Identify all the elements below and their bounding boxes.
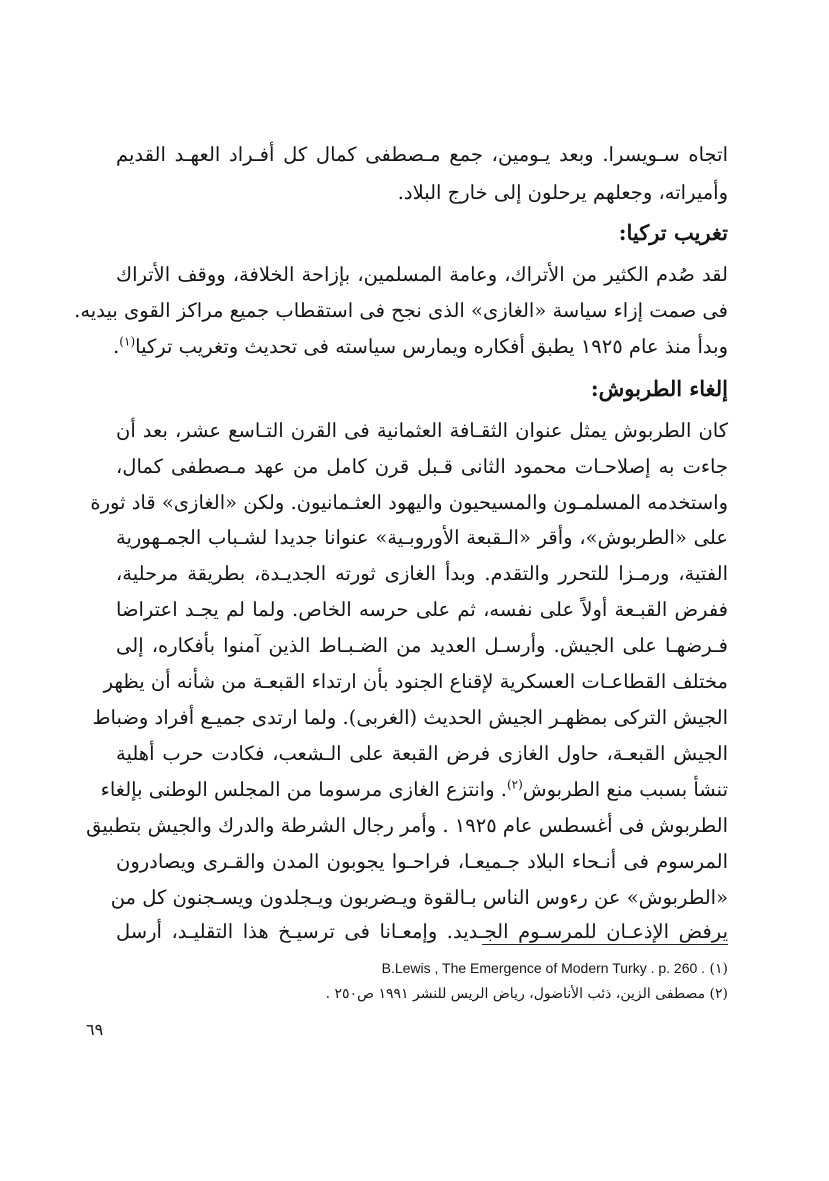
text-line: الفتية، ورمـزا للتحرر والتقدم. وبدأ الغازى ثورته الجديـدة، بطريقة مرحلية، (116, 562, 728, 585)
text-line: كان الطربوش يمثل عنوان الثقـافة العثمانية فى القرن التـاسع عشر، بعد أن (116, 419, 728, 442)
text-line: جاءت به إصلاحـات محمود الثانى قـبل قرن كامل من عهد مـصطفى كمال، (116, 455, 728, 478)
footnote-text: مصطفى الزين، ذئب الأناضول، رياض الريس للنشر ١٩٩١ ص٢٥٠ . (325, 986, 706, 1002)
text-line-with-footnote (113, 330, 728, 364)
text-line: يرفض الإذعـان للمرسـوم الجـديد. وإمعـانا فى ترسيـخ هذا التقليـد، أرسل (116, 920, 728, 943)
text-line: على «الطربوش»، وأقر «الـقبعة الأوروبـية» عنوانا جديدا لشـباب الجمـهورية (116, 526, 728, 549)
section-heading-fez-abolition: إلغاء الطربوش: (590, 376, 728, 401)
text-line: ففرض القبـعة أولاً على نفسه، ثم على حرسه الخاص. ولما لم يجـد اعتراضا (116, 598, 728, 621)
footnote-separator (482, 944, 728, 945)
text-segment: تنشأ بسبب منع الطربوش (522, 778, 728, 801)
footnote-text: B.Lewis , The Emergence of Modern Turky . p. 260 . (381, 960, 706, 976)
text-line: واستخدمه المسلمـون والمسيحيون واليهود العثـمانيون. ولكن «الغازى» قاد ثورة (90, 491, 728, 514)
text-line: المرسوم فى أنـحاء البلاد جـميعـا، فراحـوا يجوبون المدن والقـرى ويصادرون (116, 850, 728, 873)
text-line: لقد صُدم الكثير من الأتراك، وعامة المسلمين، بإزاحة الخلافة، ووقف الأتراك (116, 263, 728, 286)
text-segment: . (113, 335, 120, 358)
text-line-with-footnote (100, 773, 728, 807)
footnote-number: (١) (709, 961, 728, 977)
text-segment: وبدأ منذ عام ١٩٢٥ يطبق أفكاره ويمارس سياسته فى تحديث وتغريب تركيا (135, 335, 728, 358)
footnote-1 (116, 956, 728, 980)
text-line: مختلف القطاعـات العسكرية لإقناع الجنود بأن ارتداء القبعـة من شأنه أن يظهر (103, 670, 728, 693)
text-line: فى صمت إزاء سياسة «الغازى» الذى نجح فى استقطاب جميع مراكز القوى بيديه. (74, 299, 728, 322)
text-line: «الطربوش» عن رءوس الناس بـالقوة ويـضربون ويـجلدون ويسـجنون كل من (110, 886, 728, 909)
text-line: اتجاه سـويسرا. وبعد يـومين، جمع مـصطفى كمال كل أفـراد العهـد القديم (116, 143, 728, 166)
text-line: الجيش القبعـة، حاول الغازى فرض القبعة على الـشعب، فكادت حرب أهلية (116, 742, 728, 765)
text-line: وأميراته، وجعلهم يرحلون إلى خارج البلاد. (397, 181, 728, 204)
page-number: ٦٩ (86, 1020, 104, 1039)
text-line: الجيش التركى بمظهـر الجيش الحديث (الغربى). ولما ارتدى جميـع أفراد وضباط (92, 706, 728, 729)
text-segment: . وانتزع الغازى مرسوما من المجلس الوطنى بإلغاء (100, 778, 507, 801)
section-heading-turkey-westernization: تغريب تركيا: (618, 220, 728, 245)
footnote-2 (116, 982, 728, 1006)
text-line: فـرضهـا على الجيش. وأرسـل العديد من الضـبـاط الذين آمنوا بأفكاره، إلى (116, 634, 728, 657)
footnote-number: (٢) (709, 986, 728, 1002)
footnote-marker: (١) (119, 334, 136, 349)
footnote-marker: (٢) (506, 777, 523, 792)
text-line: الطربوش فى أغسطس عام ١٩٢٥ . وأمر رجال الشرطة والدرك والجيش بتطبيق (86, 814, 728, 837)
